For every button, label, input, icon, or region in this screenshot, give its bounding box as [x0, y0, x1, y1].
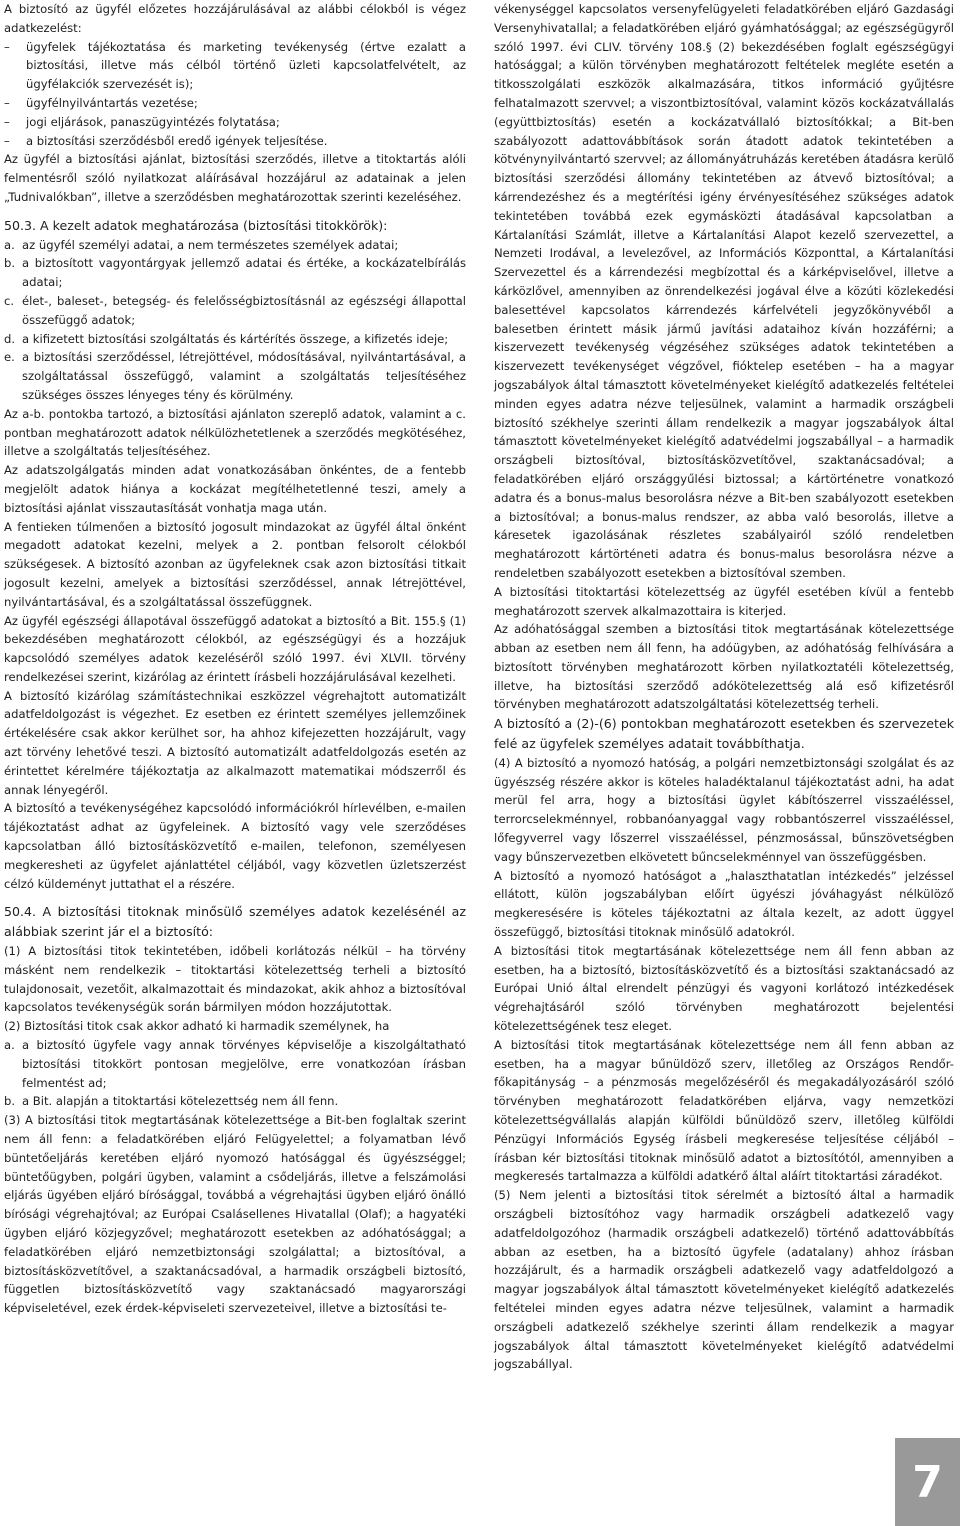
- list-item: [4, 236, 466, 255]
- body-paragraph: Az a-b. pontokba tartozó, a biztosítási ajánlaton szereplő adatok, valamint a c. pontban meghatározott adatok nélkülözhetetlenek a szerződés megkötéséhez, illetve a szolgáltatás teljesítéséhez.: [4, 406, 466, 459]
- section-50-3-heading: 50.3. A kezelt adatok meghatározása (biztosítási titokkörök):: [4, 217, 388, 233]
- data-categories-list: [4, 236, 466, 405]
- body-paragraph: (1) A biztosítási titok tekintetében, időbeli korlátozás nélkül – ha törvény másként nem rendelkezik – titoktartási kötelezettség terheli a biztosító tulajdonosait, vezetőit, alkalmazottait és mindazokat, akik ahhoz a biztosítóval kapcsolatos tevékenységük során bármilyen módon hozzájutottak.: [4, 944, 466, 1015]
- list-item: [4, 1036, 466, 1092]
- disclosure-conditions-list: [4, 1036, 466, 1111]
- list-text: a Bit. alapján a titoktartási kötelezettség nem áll fenn.: [22, 1094, 339, 1109]
- list-marker: c.: [4, 293, 15, 308]
- section-50-4-heading: 50.4. A biztosítási titoknak minősülő személyes adatok kezelésénél az alábbiak szerint jár el a biztosító:: [4, 904, 466, 940]
- purpose-item: – jogi eljárások, panaszügyintézés folytatása;: [4, 113, 466, 132]
- purpose-item: – ügyfelek tájékoztatása és marketing tevékenység (értve ezalatt a biztosítási, illetve más célból történő üzleti kapcsolatfelvételt, az ügyfélakciók szervezését is);: [4, 38, 466, 94]
- consent-paragraph: Az ügyfél a biztosítási ajánlat, biztosítási szerződés, illetve a titoktartás alóli felmentésről szóló nyilatkozat aláírásával hozzájárul az adatainak a jelen „Tudnivalókban”, illetve a szerződésben meghatározottak szerinti kezeléséhez.: [4, 152, 466, 204]
- list-text: a kifizetett biztosítási szolgáltatás és kártérítés összege, a kifizetés ideje;: [22, 331, 449, 346]
- list-item: [4, 254, 466, 292]
- list-marker: a.: [4, 237, 15, 252]
- body-paragraph: A biztosítási titoktartási kötelezettség az ügyfél esetében kívül a fentebb meghatározott szervek alkalmazottaira is kiterjed.: [494, 584, 954, 618]
- body-paragraph: A fentieken túlmenően a biztosító jogosult mindazokat az ügyfél által önként megadott adatokat kezelni, melyek a 2. pontban felsorolt célokból szükségesek. A biztosító azonban az ügyfeleknek csak azon biztosítási titkait jogosult kezelni, amelyek a biztosítási szerződéssel, annak létrejöttével, nyilvántartásával, és a szolgáltatással összefüggnek.: [4, 519, 466, 609]
- list-item: [4, 1092, 466, 1111]
- transfer-heading: A biztosító a (2)-(6) pontokban meghatározott esetekben és szervezetek felé az ügyfelek személyes adatait továbbíthatja.: [494, 716, 954, 752]
- body-paragraph: A biztosítási titok megtartásának kötelezettsége nem áll fenn abban az esetben, ha a magyar bűnüldöző szerv, illetőleg az Országos Rendőr-főkapitányság – a pénzmosás megelőzéséről és megakadályozásáról szóló törvényben meghatározott feladatkörében eljárva, vagy nemzetközi kötelezettségvállalás alapján külföldi bűnüldöző szerv, illetőleg külföldi Pénzügyi Információs Egység írásbeli megkeresése teljesítése céljából – írásban kér biztosítási titoknak minősülő adatot a biztosítótól, amennyiben a megkeresés tartalmazza a külföldi adatkérő által aláírt titoktartási záradékot.: [494, 1037, 954, 1184]
- list-text: a biztosított vagyontárgyak jellemző adatai és értéke, a kockázatelbírálás adatai;: [22, 256, 466, 290]
- list-marker: e.: [4, 350, 15, 365]
- list-text: a biztosítási szerződéssel, létrejöttével, módosításával, nyilvántartásával, a szolgáltatással összefüggő, valamint a szolgáltatás teljesítéséhez szükséges összes lényeges tény és körülmény.: [22, 350, 466, 402]
- body-paragraph: Az adatszolgálgatás minden adat vonatkozásában önkéntes, de a fentebb megjelölt adatok hiánya a kockázat megítélhetetlenné teszi, amely a biztosítási ajánlat visszautasítását vonhatja maga után.: [4, 463, 466, 515]
- body-paragraph: (4) A biztosító a nyomozó hatóság, a polgári nemzetbiztonsági szolgálat és az ügyészség részére akkor is köteles haladéktalanul tájékoztatást adni, ha adat merül fel arra, hogy a biztosítási ügylet kábítószerrel visszaéléssel, terrorcselekménnyel, robbanóanyaggal vagy robbantószerrel visszaéléssel, lőfegyverrel vagy lőszerrel visszaéléssel, pénzmosással, bűnszövetségben vagy bűnszervezetben elkövetett bűncselekménnyel van összefüggésben.: [494, 755, 954, 864]
- list-marker: b.: [4, 1094, 16, 1109]
- body-paragraph: A biztosító a nyomozó hatóságot a „halaszthatatlan intézkedés” jelzéssel ellátott, külön jogszabályban előírt ügyészi jóváhagyást nélkülöző megkeresésére is köteles tájékoztatni az általa kezelt, az adott üggyel összefüggő, biztosítási titoknak minősülő adatokról.: [494, 868, 954, 940]
- list-item: [4, 292, 466, 330]
- body-paragraph: (5) Nem jelenti a biztosítási titok sérelmét a biztosító által a harmadik országbeli biztosítóhoz vagy harmadik országbeli adatkezelő vagy adatfeldolgozóhoz (harmadik országbeli adatkezelő) történő adattovábbítás abban az esetben, ha a biztosító ügyfele (adatalany) ahhoz írásban hozzájárult, és a harmadik országbeli adatkezelő vagy adatfeldolgozó a magyar jogszabályok által támasztott követelményeket kielégítő adatkezelés feltételei minden egyes adatra nézve teljesülnek, valamint a harmadik országbeli adatkezelő székhelye szerinti állam rendelkezik a magyar jogszabályok által támasztott követelményeket kielégítő adatvédelmi jogszabállyal.: [494, 1188, 954, 1372]
- right-column: [494, 0, 954, 1374]
- list-text: a biztosító ügyfele vagy annak törvényes képviselője a kiszolgáltatható biztosítási titokkört pontosan megjelölve, erre vonatkozóan írásban felmentést ad;: [22, 1038, 466, 1090]
- body-paragraph: A biztosítási titok megtartásának kötelezettsége nem áll fenn abban az esetben, ha a biztosító, biztosításközvetítő és a biztosítási szaktanácsadó az Európai Unió által elrendelt pénzügyi és vagyoni korlátozó intézkedések végrehajtásáról szóló törvényben meghatározott bejelentési kötelezettségének tesz eleget.: [494, 943, 954, 1034]
- body-paragraph: Az adóhatósággal szemben a biztosítási titok megtartásának kötelezettsége abban az esetben nem áll fenn, ha adóügyben, az adóhatóság felhívására a biztosított törvényben meghatározott körben nyilatkoztatéli kötelezettség, illetve, ha biztosítási szerződő adókötelezettség alá eső kifizetésről törvényben meghatározott adatszolgáltatási kötelezettség terheli.: [494, 622, 954, 712]
- left-column: [4, 0, 466, 1318]
- body-paragraph: Az ügyfél egészségi állapotával összefüggő adatokat a biztosító a Bit. 155.§ (1) bekezdésében meghatározott célokból, az egészségügyi és a hozzájuk kapcsolódó személyes adatok kezeléséről szóló 1997. évi XLVII. törvény rendelkezései szerint, kizárólag az érintett írásbeli hozzájárulásával kezelheti.: [4, 613, 466, 684]
- list-item: [4, 330, 466, 349]
- page-number: 7: [895, 1438, 960, 1526]
- list-text: az ügyfél személyi adatai, a nem természetes személyek adatai;: [22, 237, 399, 252]
- purpose-list: [4, 38, 466, 151]
- body-paragraph: vékenységgel kapcsolatos versenyfelügyeleti feladatkörében eljáró Gazdasági Versenyhivatallal; a feladatkörében eljáró gyámhatósággal; az egészségügyről szóló 1997. évi CLIV. törvény 108.§ (2) bekezdésében foglalt egészségügyi hatósággal; a külön törvényben meghatározott feltételek megléte esetén a titkosszolgálati eszközök alkalmazására, titkos információ gyűjtésre felhatalmazott szervvel; a viszontbiztosítóval, valamint közös kockázatvállalás (együttbiztosítás) esetén a kockázatvállaló biztosítókkal; a Bit-ben szabályozott adattovábbítások során átadott adatok tekintetében a kötvénynyilvántartó szervvel; az állományátruházás keretében átadásra kerülő biztosítási szerződési állomány tekintetében az átvevő biztosítóval; a kárrendezéshez és a megtérítési igény érvényesítéséhez szükséges adatok tekintetében továbbá ezek egymásközti átadásával kapcsolatban a Kártalanítási Számlát, illetve a Kártalanítási Alapot kezelő szervezettel, a Nemzeti Irodával, a levelezővel, az Információs Központtal, a Kártalanítási Szervezettel és a kárrendezési megbízottal és a kárképviselővel, illetve a kárközlővel, amennyiben az önrendelkezési jogával élve a közúti közlekedési balesettével kapcsolatos kárrendezés kárfelvételi jegyzőkönyvéből a balesetben érintett másik jármű javítási adataihoz kíván hozzáférni; a kiszervezett tevékenység végzéséhez szükséges adatok tekintetében a kiszervezett tevékenységet végzővel, fióktelep esetében – ha a magyar jogszabályok által támasztott követelményeket kielégítő adatkezelés feltételei minden egyes adatra nézve teljesülnek, valamint a harmadik országbeli biztosító székhelye szerinti állam rendelkezik a magyar jogszabályok által támasztott követelményeket kielégítő adatvédelmi jogszabállyal – a harmadik országbeli biztosítóval, biztosításközvetítővel, szaktanácsadóval; a feladatkörében eljáró országgyűlési biztossal; a kártörténetre vonatkozó adatra és a bonus-malus besorolásra nézve a Bit-ben szabályozott esetekben a biztosítóval; a bonus-malus rendszer, az abba való besorolás, illetve a káresetek igazolásának részletes szabályairól szóló rendeletben meghatározott kártörténeti adatra és bonus-malus besorolásra nézve a rendeletben szabályozott esetekben a biztosítóval szemben.: [494, 2, 954, 580]
- body-paragraph: (3) A biztosítási titok megtartásának kötelezettsége a Bit-ben foglaltak szerint nem áll fenn: a feladatkörében eljáró Felügyelettel; a folyamatban lévő büntetőeljárás keretében eljáró nyomozó hatósággal és ügyészséggel; büntetőügyben, polgári ügyben, valamint a csődeljárás, illetve a felszámolási eljárás ügyében eljáró bírósággal, továbbá a végrehajtási ügyben eljáró önálló bírósági végrehajtóval; az Európai Csalásellenes Hivatallal (Olaf); a hagyatéki ügyben eljáró közjegyzővel; meghatározott esetekben az adóhatósággal; a feladatkörében eljáró nemzetbiztonsági szolgálattal; a biztosítóval, a biztosításközvetítővel, a szaktanácsadóval, a harmadik országbeli biztosító, független biztosításközvetítő vagy szaktanácsadó magyarországi képviseletével, ezek érdek-képviseleti szervezeteivel, illetve a biztosítási te-: [4, 1113, 466, 1316]
- body-paragraph: A biztosító a tevékenységéhez kapcsolódó információkról hírlevélben, e-mailen tájékoztatást adhat az ügyfeleinek. A biztosító vagy vele szerződéses kapcsolatban álló biztosításközvetítő e-mailen, telefonon, személyesen megkeresheti az ügyfelet ajánlattétel céljából, vagy közvetlen üzletszerzést célzó küldeményt juttathat el a részére.: [4, 801, 466, 891]
- body-paragraph: (2) Biztosítási titok csak akkor adható ki harmadik személynek, ha: [4, 1019, 390, 1034]
- body-paragraph: A biztosító kizárólag számítástechnikai eszközzel végrehajtott automatizált adatfeldolgozást is végezhet. Ez esetben ez érintett személyes jellemzőinek értékelésére csak akkor kerülhet sor, ha ahhoz kifejezetten hozzájárult, vagy azt törvény lehetővé teszi. A biztosító automatizált adatfeldolgozás esetén az érintettet kérelmére tájékoztatja az alkalmazott matematikai módszerről és annak lényegéről.: [4, 688, 466, 797]
- list-marker: b.: [4, 256, 16, 271]
- list-marker: d.: [4, 331, 16, 346]
- purpose-item: – a biztosítási szerződésből eredő igények teljesítése.: [4, 132, 466, 151]
- intro-paragraph: A biztosító az ügyfél előzetes hozzájárulásával az alábbi célokból is végez adatkezelést:: [4, 2, 466, 35]
- list-marker: a.: [4, 1038, 15, 1053]
- purpose-item: – ügyfélnyilvántartás vezetése;: [4, 94, 466, 113]
- list-text: élet-, baleset-, betegség- és felelősségbiztosításnál az egészségi állapottal összefüggő adatok;: [22, 293, 466, 327]
- list-item: [4, 348, 466, 404]
